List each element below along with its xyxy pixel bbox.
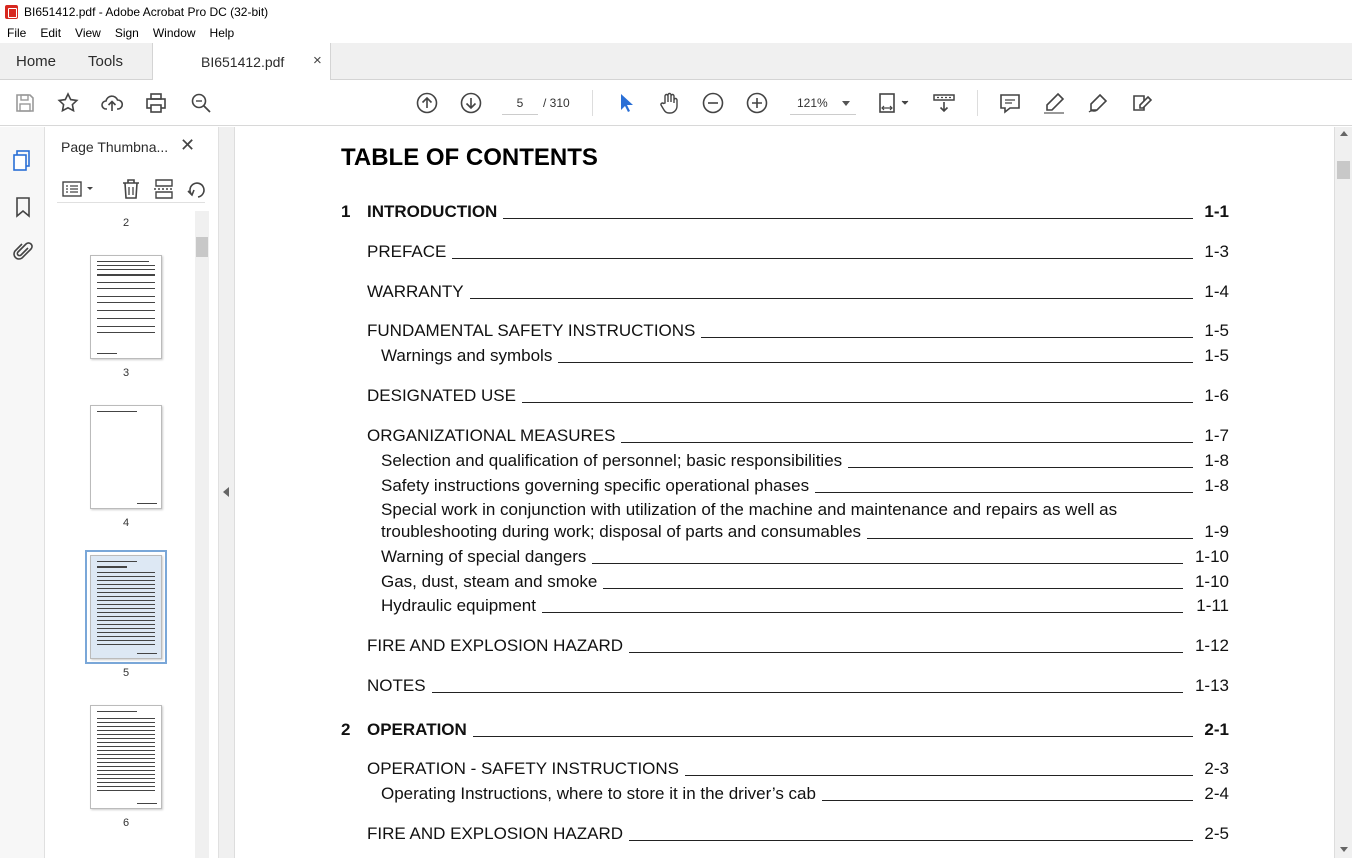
upload-cloud-icon[interactable] [100, 91, 124, 115]
zoom-level-value: 121% [797, 96, 828, 110]
toc-page-number: 1-3 [1204, 242, 1229, 261]
toc-entry[interactable] [381, 344, 1229, 366]
toc-entry-label: OPERATION [367, 720, 467, 739]
rotate-page-icon[interactable] [184, 177, 208, 201]
toc-entry[interactable] [381, 498, 1229, 520]
thumbnail-label: 6 [122, 817, 130, 829]
thumbnail-label: 3 [122, 367, 130, 379]
toc-leader-line [685, 775, 1193, 776]
tab-document[interactable] [152, 43, 331, 80]
print-icon[interactable] [144, 91, 168, 115]
toc-heading: TABLE OF CONTENTS [341, 144, 598, 171]
toc-entry-label: FUNDAMENTAL SAFETY INSTRUCTIONS [367, 321, 696, 340]
extract-pages-icon[interactable] [152, 177, 176, 201]
toc-leader-line [822, 800, 1193, 801]
tab-tools[interactable]: Tools [88, 53, 124, 70]
toc-entry-label: Special work in conjunction with utilization of the machine and maintenance and repairs as well as [381, 500, 1118, 519]
toc-page-number: 1-12 [1194, 636, 1229, 655]
toc-page-number: 2-4 [1204, 784, 1229, 803]
toc-entry[interactable] [367, 280, 1229, 302]
zoom-out-icon[interactable] [701, 91, 725, 115]
next-page-icon[interactable] [459, 91, 483, 115]
page-thumbnails-panel [45, 127, 219, 858]
scroll-up-icon[interactable] [1340, 131, 1348, 136]
toc-page-number: 1-4 [1204, 282, 1229, 301]
panel-toolbar [57, 177, 205, 203]
menu-view[interactable]: View [75, 26, 101, 40]
tab-bar [0, 43, 1352, 80]
toc-leader-line [701, 337, 1193, 338]
toc-page-number: 1-8 [1204, 451, 1229, 470]
toc-entry[interactable] [367, 822, 1229, 844]
toolbar-divider [977, 90, 978, 116]
toc-leader-line [621, 442, 1193, 443]
toc-leader-line [558, 362, 1193, 363]
toolbar-divider [592, 90, 593, 116]
toc-leader-line [470, 298, 1193, 299]
attachments-icon[interactable] [11, 240, 35, 264]
sign-pen-icon[interactable] [1086, 91, 1110, 115]
toc-entry[interactable] [381, 782, 1229, 804]
toc-page-number: 1-11 [1196, 596, 1229, 615]
scroll-thumb[interactable] [1337, 161, 1350, 179]
menu-edit[interactable]: Edit [40, 26, 62, 40]
hand-tool-icon[interactable] [657, 91, 681, 115]
toc-entry-label: PREFACE [367, 242, 447, 261]
fill-sign-icon[interactable] [1130, 91, 1154, 115]
main-toolbar [0, 80, 1352, 126]
thumbnail-label: 5 [122, 667, 130, 679]
toc-entry-label: WARRANTY [367, 282, 464, 301]
toc-page-number: 1-10 [1194, 547, 1229, 566]
toc-entry[interactable] [367, 424, 1229, 446]
toc-entry-label: INTRODUCTION [367, 202, 498, 221]
toc-leader-line [503, 218, 1193, 219]
menu-bar [0, 23, 1352, 43]
toc-leader-line [603, 588, 1183, 589]
zoom-in-icon[interactable] [745, 91, 769, 115]
toc-page-number: 1-5 [1204, 346, 1229, 365]
select-cursor-icon[interactable] [613, 91, 637, 115]
chevron-down-icon [842, 101, 850, 106]
toc-entry[interactable] [381, 570, 1229, 592]
toc-entry-label: Selection and qualification of personnel; basic responsibilities [381, 451, 843, 470]
toc-leader-line [629, 652, 1183, 653]
toc-leader-line [452, 258, 1193, 259]
toc-leader-line [848, 467, 1193, 468]
toc-entry-label: ORGANIZATIONAL MEASURES [367, 426, 616, 445]
page-number-input[interactable]: 5 [502, 91, 538, 115]
bookmarks-icon[interactable] [11, 195, 35, 219]
toc-chapter-number: 2 [341, 720, 351, 739]
acrobat-pdf-icon [5, 5, 18, 19]
window-title: BI651412.pdf - Adobe Acrobat Pro DC (32-bit) [24, 4, 269, 19]
close-panel-icon[interactable]: ✕ [180, 135, 196, 155]
comment-icon[interactable] [998, 91, 1022, 115]
toc-entry-label: Operating Instructions, where to store it in the driver’s cab [381, 784, 816, 803]
page-thumbnail[interactable] [90, 255, 162, 359]
toc-entry[interactable] [341, 200, 1229, 222]
thumbnail-label: 2 [122, 217, 130, 229]
tab-home[interactable]: Home [16, 53, 57, 70]
toc-leader-line [522, 402, 1193, 403]
toc-entry-label: Warnings and symbols [381, 346, 553, 365]
close-tab-icon[interactable]: × [313, 52, 322, 69]
toc-entry[interactable] [381, 520, 1229, 542]
document-tab-label: BI651412.pdf [201, 54, 285, 70]
toc-entry[interactable] [367, 384, 1229, 406]
navigation-rail [0, 127, 45, 858]
thumbnail-list[interactable] [45, 211, 195, 858]
page-thumbnail-selected[interactable] [90, 555, 162, 659]
page-fit-icon[interactable] [877, 91, 911, 115]
toc-entry[interactable] [367, 240, 1229, 262]
toc-page-number: 1-9 [1204, 522, 1229, 541]
toc-entry[interactable] [381, 449, 1229, 471]
highlight-pen-icon[interactable] [1042, 91, 1066, 115]
thumbnail-label: 4 [122, 517, 130, 529]
toc-entry-label: FIRE AND EXPLOSION HAZARD [367, 636, 623, 655]
toc-entry[interactable] [341, 718, 1229, 740]
toc-page-number: 1-8 [1204, 476, 1229, 495]
page-thumbnail[interactable] [90, 405, 162, 509]
previous-page-icon[interactable] [415, 91, 439, 115]
toc-entry[interactable] [367, 757, 1229, 779]
options-menu-icon[interactable] [61, 177, 95, 201]
panel-title: Page Thumbna... [61, 139, 169, 155]
toc-entry-label: NOTES [367, 676, 426, 695]
toc-leader-line [815, 492, 1193, 493]
toc-entry-label: Gas, dust, steam and smoke [381, 572, 598, 591]
menu-file[interactable]: File [7, 26, 27, 40]
toc-entry[interactable] [381, 594, 1229, 616]
toc-leader-line [542, 612, 1183, 613]
document-scrollbar[interactable] [1334, 127, 1352, 858]
search-zoom-icon[interactable] [189, 91, 213, 115]
save-icon[interactable] [13, 91, 37, 115]
toc-entry[interactable] [367, 319, 1229, 341]
toc-leader-line [867, 538, 1193, 539]
toc-entry[interactable] [367, 674, 1229, 696]
toc-entry-label: OPERATION - SAFETY INSTRUCTIONS [367, 759, 680, 778]
toc-page-number: 1-10 [1194, 572, 1229, 591]
toc-page-number: 2-3 [1204, 759, 1229, 778]
toc-page-number: 2-5 [1204, 824, 1229, 843]
page-thumbnail[interactable] [90, 705, 162, 809]
toc-leader-line [473, 736, 1193, 737]
toc-entry-label: troubleshooting during work; disposal of parts and consumables [381, 522, 862, 541]
toc-page-number: 1-6 [1204, 386, 1229, 405]
toc-entry-label: DESIGNATED USE [367, 386, 516, 405]
page-total: / 310 [543, 96, 570, 110]
collapse-arrow-icon [223, 487, 229, 497]
toc-chapter-number: 1 [341, 202, 351, 221]
scroll-mode-icon[interactable] [932, 91, 956, 115]
toc-entry-label: FIRE AND EXPLOSION HAZARD [367, 824, 623, 843]
scroll-down-icon[interactable] [1340, 847, 1348, 852]
toc-entry[interactable] [381, 545, 1229, 567]
toc-leader-line [592, 563, 1183, 564]
toc-entry[interactable] [381, 474, 1229, 496]
toc-leader-line [432, 692, 1183, 693]
toc-entry-label: Hydraulic equipment [381, 596, 536, 615]
thumbnail-scrollbar[interactable] [195, 211, 209, 858]
toc-page-number: 1-7 [1204, 426, 1229, 445]
menu-help[interactable]: Help [209, 26, 235, 40]
toc-page-number: 2-1 [1204, 720, 1229, 739]
bookmark-star-icon[interactable] [56, 91, 80, 115]
menu-sign[interactable]: Sign [114, 26, 139, 40]
toc-leader-line [629, 840, 1193, 841]
delete-trash-icon[interactable] [119, 177, 143, 201]
toc-page-number: 1-13 [1194, 676, 1229, 695]
toc-entry-label: Warning of special dangers [381, 547, 587, 566]
collapse-panel-handle[interactable] [219, 127, 235, 858]
toc-page-number: 1-1 [1204, 202, 1229, 221]
page-thumbnails-icon[interactable] [11, 148, 35, 172]
toc-page-number: 1-5 [1204, 321, 1229, 340]
toc-entry-label: Safety instructions governing specific operational phases [381, 476, 810, 495]
toc-entry[interactable] [367, 634, 1229, 656]
zoom-level-select[interactable] [790, 91, 856, 115]
title-bar [0, 0, 1352, 23]
menu-window[interactable]: Window [152, 26, 196, 40]
document-page[interactable] [236, 127, 1334, 858]
